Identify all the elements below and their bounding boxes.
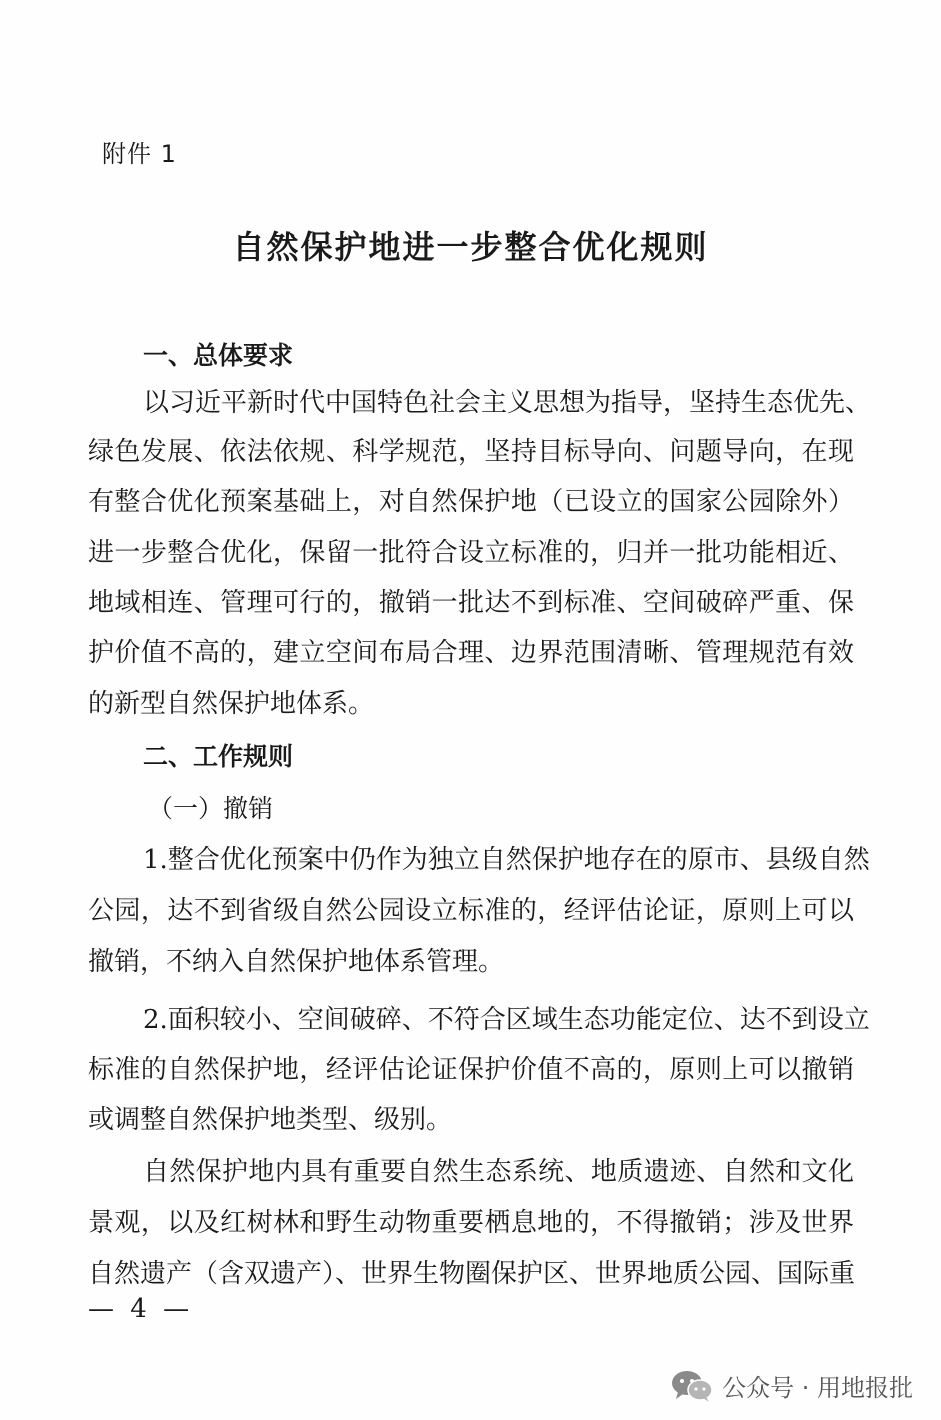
paragraph-line: 地域相连、管理可行的，撤销一批达不到标准、空间破碎严重、保 [88,588,854,618]
paragraph-line: 有整合优化预案基础上，对自然保护地（已设立的国家公园除外） [88,487,854,517]
paragraph-line: 护价值不高的，建立空间布局合理、边界范围清晰、管理规范有效 [88,638,854,668]
paragraph-line: 景观，以及红树林和野生动物重要栖息地的，不得撤销；涉及世界 [88,1208,854,1238]
wechat-icon [670,1369,714,1403]
page-number: — 4 — [88,1294,194,1324]
paragraph-line: 2.面积较小、空间破碎、不符合区域生态功能定位、达不到设立 [143,1005,870,1035]
document-title: 自然保护地进一步整合优化规则 [232,228,709,266]
watermark [670,1368,913,1403]
paragraph-line: 或调整自然保护地类型、级别。 [88,1105,453,1135]
paragraph-line: 1.整合优化预案中仍作为独立自然保护地存在的原市、县级自然 [143,845,870,875]
attachment-label: 附件 1 [102,140,177,168]
section-heading: 二、工作规则 [143,742,294,771]
watermark-text: 公众号 · 用地报批 [722,1374,913,1402]
section-heading: 一、总体要求 [143,341,294,370]
paragraph-line: 撤销，不纳入自然保护地体系管理。 [88,947,505,977]
subsection-heading: （一）撤销 [148,794,274,823]
paragraph-line: 绿色发展、依法依规、科学规范，坚持目标导向、问题导向，在现 [88,437,854,467]
paragraph-line: 自然保护地内具有重要自然生态系统、地质遗迹、自然和文化 [143,1157,854,1187]
paragraph-line: 以习近平新时代中国特色社会主义思想为指导，坚持生态优先、 [143,388,872,418]
paragraph-line: 自然遗产（含双遗产）、世界生物圈保护区、世界地质公园、国际重 [88,1259,856,1289]
paragraph-line: 的新型自然保护地体系。 [88,689,375,719]
paragraph-line: 标准的自然保护地，经评估论证保护价值不高的，原则上可以撤销 [88,1055,854,1085]
paragraph-line: 公园，达不到省级自然公园设立标准的，经评估论证，原则上可以 [88,896,854,926]
paragraph-line: 进一步整合优化，保留一批符合设立标准的，归并一批功能相近、 [88,538,854,568]
